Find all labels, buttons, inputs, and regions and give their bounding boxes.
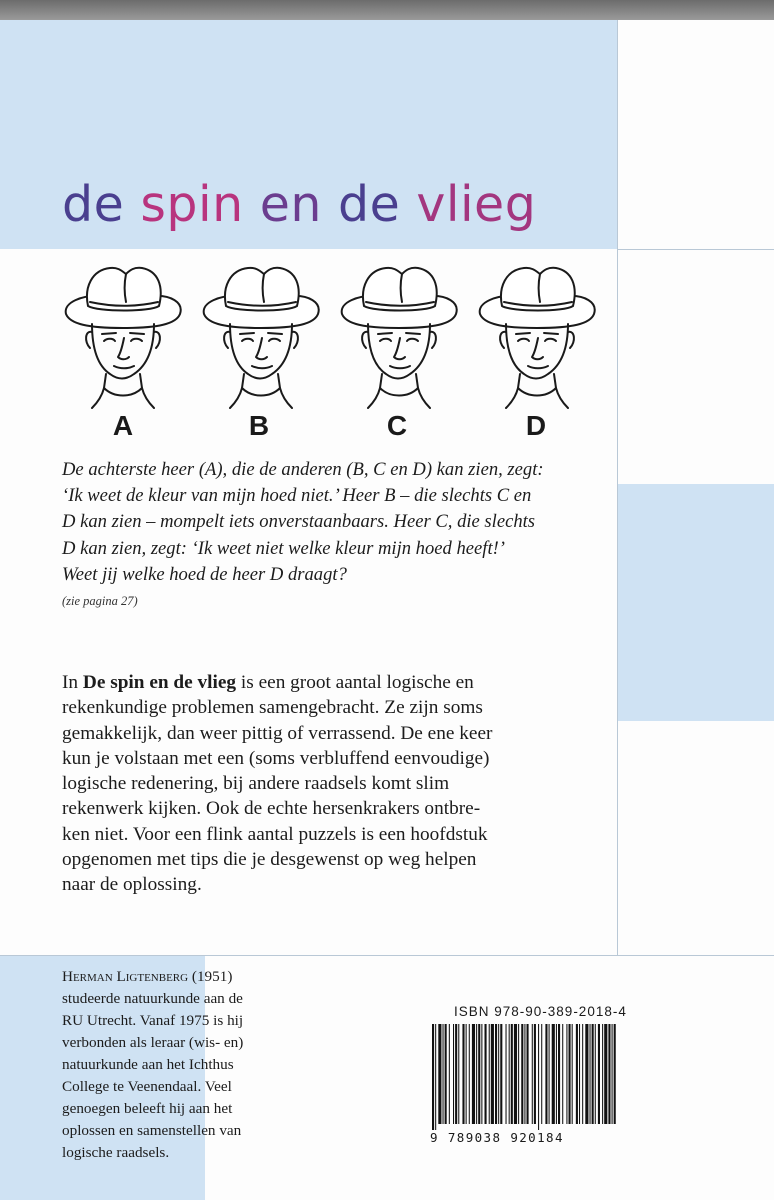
title-word: spin [140, 176, 244, 233]
barcode-bar [566, 1024, 567, 1124]
puzzle-text [62, 457, 622, 588]
barcode-bar [458, 1024, 459, 1124]
barcode-bar [478, 1024, 480, 1124]
barcode-bar [579, 1024, 580, 1124]
barcode-bar [518, 1024, 519, 1124]
description-line: gemakkelijk, dan weer pittig of verrassend. De ene keer [62, 722, 493, 744]
puzzle-line: D kan zien, zegt: ‘Ik weet niet welke kleur mijn hoed heeft!’ [62, 537, 505, 559]
barcode-bar [556, 1024, 557, 1124]
barcode-bar [481, 1024, 482, 1124]
description-line: logische redenering, bij andere raadsels komt slim [62, 773, 450, 795]
description-line: kun je volstaan met een (soms verbluffend eenvoudige) [62, 747, 490, 769]
barcode-bar [506, 1024, 507, 1124]
puzzle-line: D kan zien – mompelt iets onverstaanbaars. Heer C, die slechts [62, 511, 536, 533]
barcode-bar [552, 1024, 555, 1124]
bio-line: RU Utrecht. Vanaf 1975 is hij [62, 1012, 244, 1029]
description-text: In [62, 672, 83, 693]
barcode-bar [541, 1024, 542, 1124]
barcode-bar [527, 1024, 529, 1124]
barcode-bar [524, 1024, 525, 1124]
title-word: de [338, 176, 401, 233]
barcode-bar [595, 1024, 596, 1124]
barcode-bar [558, 1024, 560, 1124]
title-word: de [62, 176, 125, 233]
description-book-title: De spin en de vlieg [82, 672, 237, 693]
face-label: B [248, 410, 270, 441]
title-word: en [259, 176, 322, 233]
author-name: Herman Ligtenberg [62, 968, 189, 985]
barcode-bar [576, 1024, 578, 1124]
barcode-bar [602, 1024, 603, 1124]
barcode-bar [549, 1024, 550, 1124]
author-bio [62, 966, 243, 1164]
divider-line [618, 249, 774, 250]
barcode-bar [608, 1024, 610, 1124]
book-title [62, 176, 536, 233]
right-blue-panel [617, 484, 774, 721]
barcode-digits: 9 789038 920184 [430, 1130, 564, 1145]
barcode-bar [538, 1024, 539, 1130]
barcode-bar [545, 1024, 547, 1124]
puzzle-line: De achterste heer (A), die de anderen (B, C en D) kan zien, zegt: [62, 459, 544, 480]
description-line: rekenkundige problemen samengebracht. Ze zijn soms [62, 697, 483, 719]
divider-line [0, 955, 774, 956]
barcode-bar [500, 1024, 502, 1124]
bio-line: natuurkunde aan het Ichthus [62, 1056, 234, 1073]
man-with-hat-illustration [196, 262, 326, 412]
isbn-label: ISBN 978-90-389-2018-4 [454, 1004, 627, 1019]
barcode-bar [509, 1024, 510, 1124]
bio-line: genoegen beleeft hij aan het [62, 1100, 233, 1117]
barcode-bar [443, 1024, 444, 1124]
barcode-bar [604, 1024, 607, 1124]
barcode-bar [514, 1024, 517, 1124]
puzzle-line: ‘Ik weet de kleur van mijn hoed niet.’ Heer B – die slechts C en [62, 485, 532, 507]
barcode-bar [455, 1024, 457, 1124]
barcode-bar [432, 1024, 434, 1130]
barcode-bar [462, 1024, 464, 1124]
barcode-bar [534, 1024, 536, 1124]
barcode-bar [590, 1024, 591, 1124]
bio-line: College te Veenendaal. Veel [62, 1078, 232, 1095]
bio-line: verbonden als leraar (wis- en) [62, 1034, 244, 1051]
description-line: naar de oplossing. [62, 874, 202, 896]
barcode-bar [521, 1024, 523, 1124]
barcode-bar [612, 1024, 613, 1124]
description-line [62, 670, 622, 695]
barcode-bar [472, 1024, 475, 1124]
barcode-bar [569, 1024, 571, 1124]
face-label: A [112, 410, 134, 441]
barcode-bar [598, 1024, 600, 1124]
description-text: is een groot aantal logische en [236, 672, 474, 693]
barcode-bar [572, 1024, 573, 1124]
bio-line: logische raadsels. [62, 1144, 170, 1161]
man-with-hat-illustration [58, 262, 188, 412]
bio-line: oplossen en samenstellen van [62, 1122, 242, 1139]
description-line: opgenomen met tips die je desgewenst op weg helpen [62, 849, 477, 871]
barcode-bar [562, 1024, 563, 1124]
barcode-bar [498, 1024, 499, 1124]
barcode-bar [511, 1024, 513, 1124]
barcode-bar [449, 1024, 450, 1124]
man-with-hat-illustration [472, 262, 602, 412]
barcode-bar [445, 1024, 447, 1124]
barcode-bar [485, 1024, 487, 1124]
description-line: ken niet. Voor een flink aantal puzzels is een hoofdstuk [62, 823, 488, 845]
barcode-bar [453, 1024, 454, 1124]
man-with-hat-illustration [334, 262, 464, 412]
barcode [430, 1024, 620, 1130]
barcode-bar [469, 1024, 470, 1124]
face-label: D [525, 410, 547, 441]
barcode-bar [438, 1024, 441, 1124]
barcode-bar [476, 1024, 477, 1124]
barcode-bar [592, 1024, 594, 1124]
book-description [62, 670, 622, 898]
bio-line [62, 966, 243, 988]
barcode-bar [614, 1024, 616, 1124]
description-line: rekenwerk kijken. Ook de echte hersenkrakers ontbre- [62, 798, 481, 820]
author-year: (1951) [191, 968, 233, 985]
puzzle-line: Weet jij welke hoed de heer D draagt? [62, 563, 347, 585]
barcode-bar [585, 1024, 588, 1124]
title-word: vlieg [416, 176, 537, 233]
barcode-bar [532, 1024, 533, 1124]
barcode-bar [489, 1024, 490, 1124]
barcode-bar [466, 1024, 467, 1124]
barcode-bar [495, 1024, 497, 1124]
bio-line: studeerde natuurkunde aan de [62, 990, 243, 1007]
top-edge-shadow [0, 0, 774, 20]
barcode-bar [582, 1024, 583, 1124]
barcode-bar [435, 1024, 436, 1130]
face-label: C [386, 410, 408, 441]
page-reference: (zie pagina 27) [62, 594, 138, 608]
barcode-bar [491, 1024, 494, 1124]
